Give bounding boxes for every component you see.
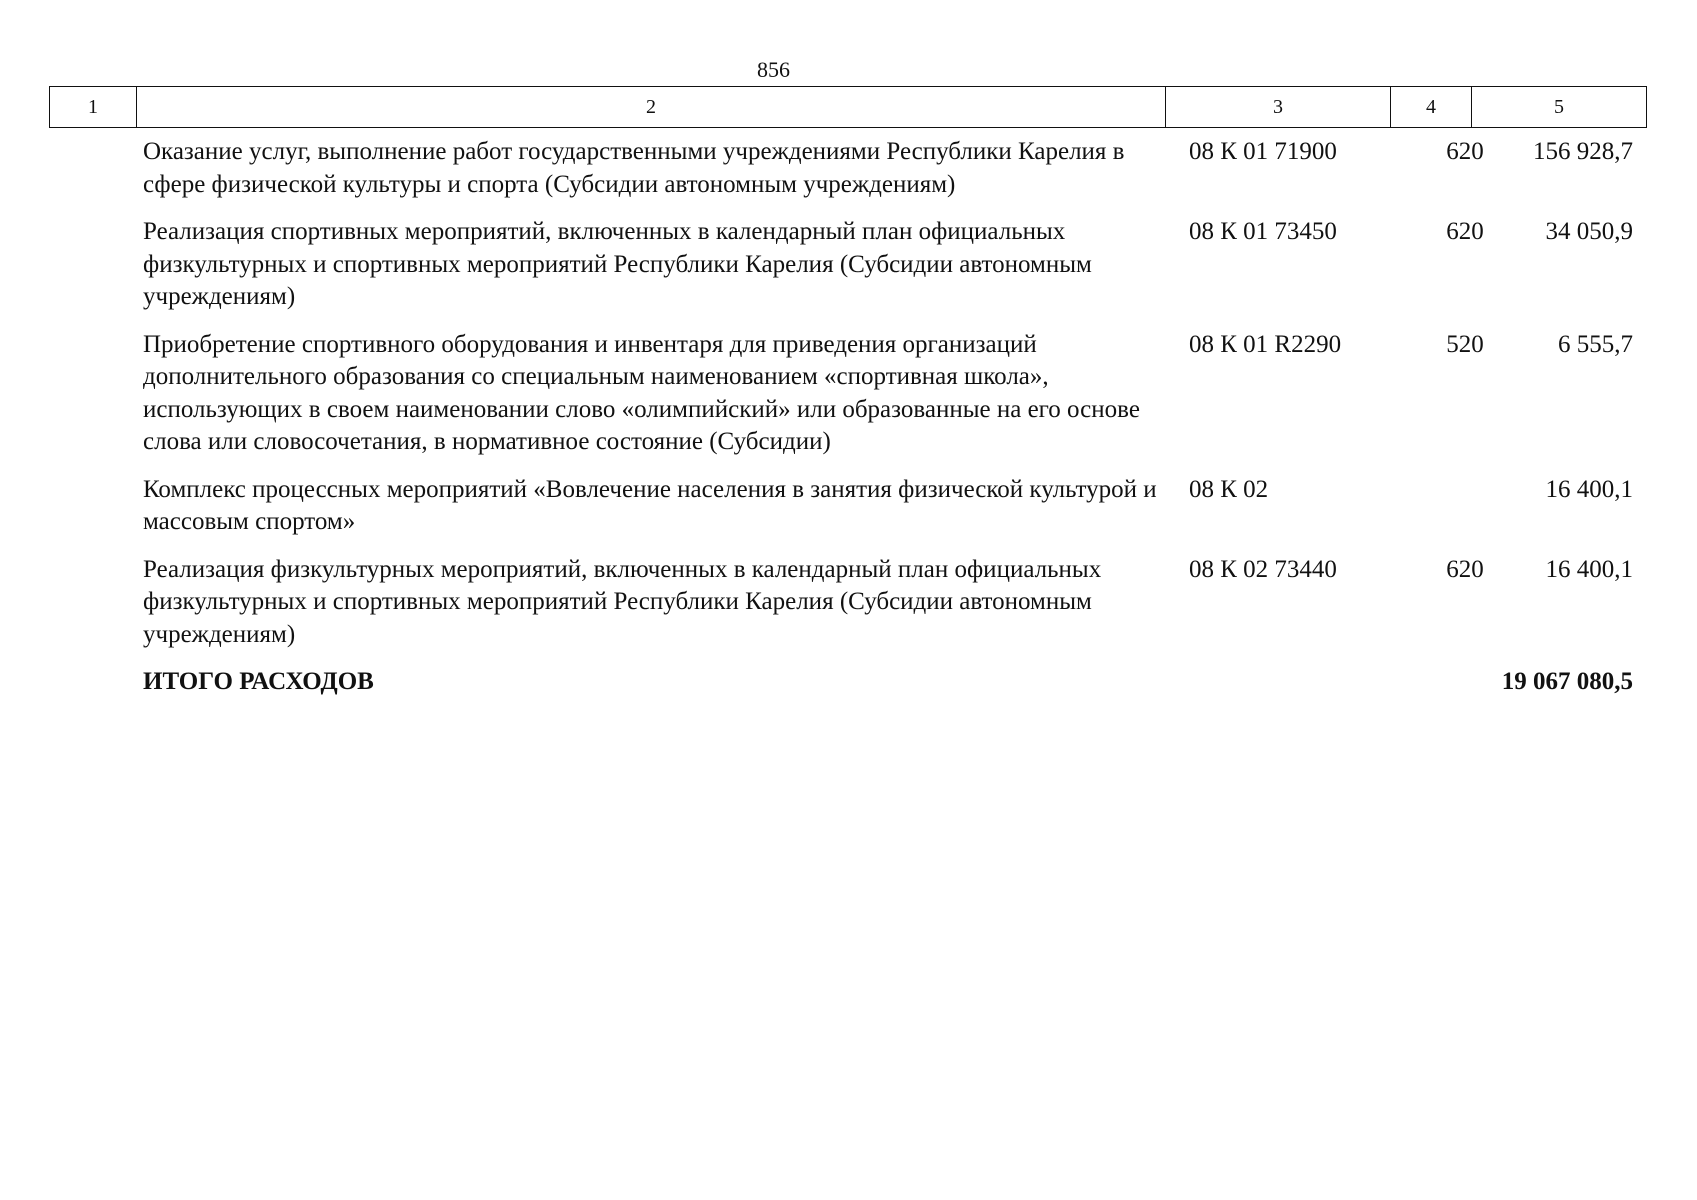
row-description: Реализация спортивных мероприятий, включенных в календарный план официальных физкультурных и спортивных мероприятий Республики Карелия (Субсидии автономным учреждениям): [143, 218, 1092, 310]
row-amount: 16 400,1: [1545, 555, 1633, 583]
header-col-3: 3: [1166, 87, 1391, 128]
row-amount: 34 050,9: [1545, 218, 1633, 245]
header-row: [50, 87, 1647, 128]
row-expense-kind: 620: [1446, 218, 1484, 245]
header-col-5: 5: [1472, 87, 1647, 128]
row-expense-kind: 520: [1446, 330, 1484, 358]
table-row: [143, 136, 1641, 201]
header-col-4: 4: [1391, 87, 1472, 128]
row-expense-kind: 620: [1446, 555, 1484, 583]
total-row: [143, 666, 1641, 699]
row-amount: 156 928,7: [1533, 138, 1633, 165]
row-description: Комплекс процессных мероприятий «Вовлечение населения в занятия физической культурой и массовым спортом»: [143, 475, 1157, 535]
row-description: Приобретение спортивного оборудования и инвентаря для приведения организаций дополнительного образования со специальным наименованием «спортивная школа», использующих в своем наименовании слово «олимпийский» или образованные на его основе слова или словосочетания, в нормативное состояние (Субсидии): [143, 330, 1140, 455]
row-amount: 16 400,1: [1545, 475, 1633, 503]
table-row: [143, 329, 1641, 459]
row-target-code: 08 К 01 R2290: [1189, 330, 1342, 358]
total-label: ИТОГО РАСХОДОВ: [143, 668, 374, 695]
page-number: [0, 57, 1697, 83]
row-description: Реализация физкультурных мероприятий, включенных в календарный план официальных физкультурных и спортивных мероприятий Республики Карелия (Субсидии автономным учреждениям): [143, 555, 1102, 648]
expense-table-body: [143, 136, 1641, 714]
column-number-header: [49, 86, 1647, 128]
row-amount: 6 555,7: [1558, 330, 1633, 358]
table-row: [143, 554, 1641, 652]
header-col-1: 1: [50, 87, 137, 128]
table-row: [143, 474, 1641, 539]
row-target-code: 08 К 01 71900: [1189, 138, 1337, 165]
header-col-2: 2: [137, 87, 1166, 128]
row-expense-kind: 620: [1446, 138, 1484, 165]
row-target-code: 08 К 02: [1189, 475, 1269, 503]
total-amount: 19 067 080,5: [1501, 668, 1633, 695]
row-description: Оказание услуг, выполнение работ государственными учреждениями Республики Карелия в сфере физической культуры и спорта (Субсидии автономным учреждениям): [143, 138, 1125, 198]
page-number-text: 856: [757, 57, 790, 82]
row-target-code: 08 К 01 73450: [1189, 218, 1337, 245]
table-row: [143, 216, 1641, 314]
row-target-code: 08 К 02 73440: [1189, 555, 1337, 583]
